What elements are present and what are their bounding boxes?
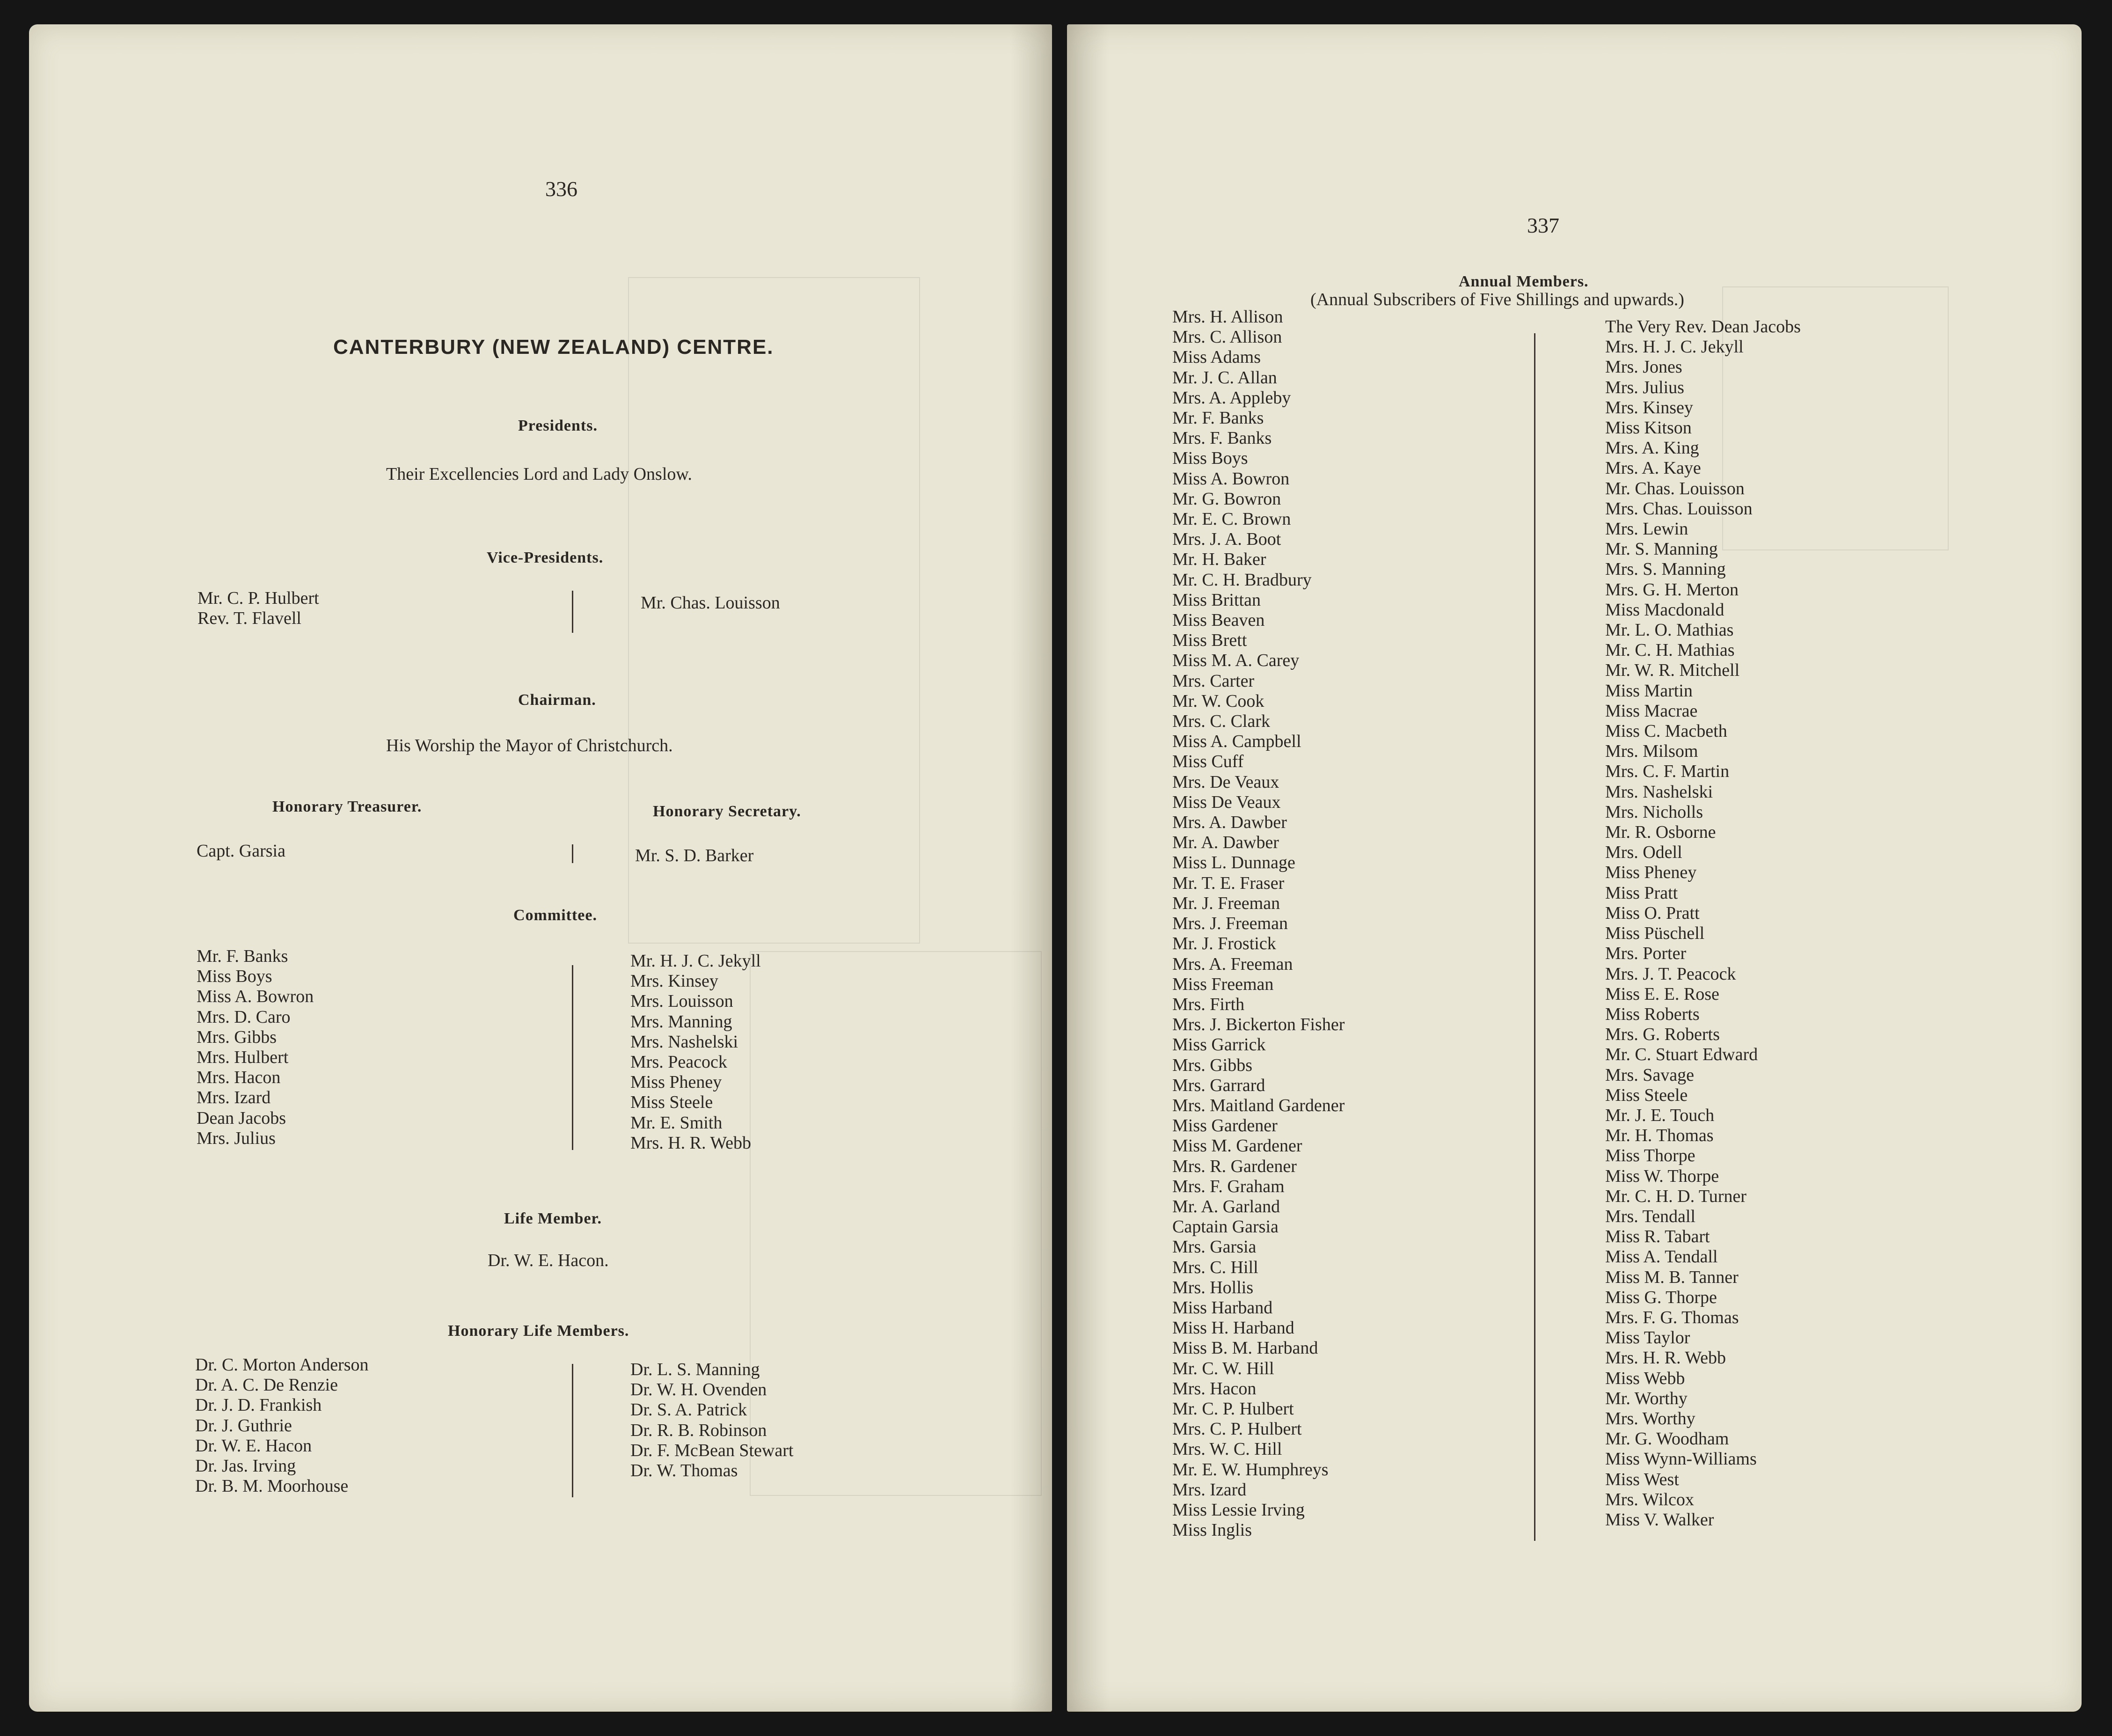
list-item: Mrs. Nashelski xyxy=(630,1032,738,1052)
member-list-item: Mrs. Tendall xyxy=(1605,1206,1695,1226)
member-list-item: Mrs. Garsia xyxy=(1172,1237,1257,1257)
member-list-item: Mrs. Jones xyxy=(1605,357,1682,377)
member-list-item: Miss Inglis xyxy=(1172,1520,1252,1540)
member-list-item: Mrs. Lewin xyxy=(1605,519,1688,539)
member-list-item: Miss Beaven xyxy=(1172,610,1265,630)
list-item: Mr. E. Smith xyxy=(630,1113,723,1133)
list-item: Dr. B. M. Moorhouse xyxy=(195,1476,349,1496)
list-item: Dr. R. B. Robinson xyxy=(630,1420,767,1440)
list-item: Dean Jacobs xyxy=(197,1108,286,1128)
member-list-item: Mrs. Hollis xyxy=(1172,1277,1254,1297)
member-list-item: Mrs. Maitland Gardener xyxy=(1172,1095,1345,1115)
list-item: Dr. J. D. Frankish xyxy=(195,1395,322,1415)
list-item: Dr. L. S. Manning xyxy=(630,1360,760,1379)
list-item: Mr. F. Banks xyxy=(197,946,288,966)
member-list-item: Miss Freeman xyxy=(1172,974,1274,994)
member-list-item: Mrs. H. Allison xyxy=(1172,307,1283,327)
member-list-item: Mrs. W. C. Hill xyxy=(1172,1439,1282,1459)
member-list-item: Miss C. Macbeth xyxy=(1605,721,1727,741)
member-list-item: Mr. H. Thomas xyxy=(1605,1126,1714,1146)
member-list-item: Miss Pheney xyxy=(1605,863,1697,883)
list-item: Dr. W. E. Hacon xyxy=(195,1436,312,1456)
secretary-name: Mr. S. D. Barker xyxy=(635,846,754,865)
member-list-item: Captain Garsia xyxy=(1172,1217,1279,1237)
member-list-item: Miss A. Tendall xyxy=(1605,1247,1718,1267)
member-list-item: Miss Brett xyxy=(1172,630,1247,651)
member-list-item: Mrs. S. Manning xyxy=(1605,559,1726,579)
member-list-item: Miss W. Thorpe xyxy=(1605,1166,1719,1186)
member-list-item: Mrs. Nicholls xyxy=(1605,802,1703,822)
member-list-item: Miss Gardener xyxy=(1172,1116,1278,1136)
chairman-heading: Chairman. xyxy=(518,691,596,709)
member-list-item: Mrs. Julius xyxy=(1605,377,1684,397)
list-item: Dr. C. Morton Anderson xyxy=(195,1355,369,1375)
member-list-item: Miss M. A. Carey xyxy=(1172,651,1300,671)
member-list-item: Mrs. C. P. Hulbert xyxy=(1172,1419,1302,1439)
member-list-item: Miss Püschell xyxy=(1605,923,1705,944)
member-list-item: Miss R. Tabart xyxy=(1605,1227,1710,1247)
member-list-item: Mrs. G. H. Merton xyxy=(1605,579,1739,600)
life-member-name: Dr. W. E. Hacon. xyxy=(488,1251,609,1270)
list-item: Mr. Chas. Louisson xyxy=(641,593,780,613)
member-list-item: Mrs. J. T. Peacock xyxy=(1605,964,1736,984)
member-list-item: Miss M. B. Tanner xyxy=(1605,1267,1739,1287)
column-divider xyxy=(572,965,573,1150)
member-list-item: The Very Rev. Dean Jacobs xyxy=(1605,317,1801,337)
member-list-item: Mr. A. Dawber xyxy=(1172,833,1279,853)
member-list-item: Mrs. J. Freeman xyxy=(1172,914,1288,934)
member-list-item: Miss Boys xyxy=(1172,448,1248,469)
member-list-item: Miss Martin xyxy=(1605,681,1693,701)
list-item: Dr. A. C. De Renzie xyxy=(195,1375,338,1395)
member-list-item: Mr. L. O. Mathias xyxy=(1605,620,1734,640)
member-list-item: Miss Harband xyxy=(1172,1297,1273,1318)
member-list-item: Mrs. Nashelski xyxy=(1605,782,1713,802)
annual-members-subheading: (Annual Subscribers of Five Shillings and upwards.) xyxy=(1310,290,1684,309)
list-item: Mrs. Kinsey xyxy=(630,971,718,991)
member-list-item: Mrs. A. Dawber xyxy=(1172,813,1287,833)
member-list-item: Mrs. Odell xyxy=(1605,842,1682,863)
member-list-item: Mrs. C. Allison xyxy=(1172,327,1282,347)
member-list-item: Mr. J. Freeman xyxy=(1172,893,1280,913)
column-divider xyxy=(572,1364,573,1497)
list-item: Dr. S. A. Patrick xyxy=(630,1400,747,1420)
member-list-item: Mr. W. R. Mitchell xyxy=(1605,660,1740,681)
member-list-item: Mr. S. Manning xyxy=(1605,539,1718,559)
member-list-item: Mr. Chas. Louisson xyxy=(1605,478,1745,498)
member-list-item: Mrs. A. Freeman xyxy=(1172,954,1293,974)
member-list-item: Mr. Worthy xyxy=(1605,1388,1688,1408)
list-item: Rev. T. Flavell xyxy=(197,608,301,629)
member-list-item: Miss Thorpe xyxy=(1605,1146,1695,1166)
member-list-item: Mr. C. H. Mathias xyxy=(1605,640,1735,660)
member-list-item: Miss Kitson xyxy=(1605,418,1692,438)
bleed-through-table xyxy=(750,951,1042,1496)
member-list-item: Mr. H. Baker xyxy=(1172,549,1266,570)
member-list-item: Miss A. Bowron xyxy=(1172,469,1290,489)
list-item: Dr. W. Thomas xyxy=(630,1461,738,1481)
member-list-item: Mr. A. Garland xyxy=(1172,1196,1280,1216)
member-list-item: Miss Pratt xyxy=(1605,883,1678,903)
member-list-item: Mrs. Kinsey xyxy=(1605,397,1693,418)
annual-members-column-1 xyxy=(1172,307,1345,1540)
presidents-text: Their Excellencies Lord and Lady Onslow. xyxy=(386,464,692,484)
member-list-item: Mrs. Firth xyxy=(1172,994,1245,1014)
member-list-item: Miss Roberts xyxy=(1605,1004,1700,1024)
member-list-item: Miss Macdonald xyxy=(1605,600,1725,620)
member-list-item: Mrs. Gibbs xyxy=(1172,1055,1253,1075)
member-list-item: Miss Macrae xyxy=(1605,701,1698,721)
list-item: Mrs. H. R. Webb xyxy=(630,1133,752,1153)
member-list-item: Miss West xyxy=(1605,1469,1679,1489)
member-list-item: Mr. C. H. Bradbury xyxy=(1172,570,1312,590)
member-list-item: Mrs. Carter xyxy=(1172,671,1255,691)
list-item: Mrs. Louisson xyxy=(630,991,733,1011)
list-item: Mrs. D. Caro xyxy=(197,1007,291,1027)
member-list-item: Miss L. Dunnage xyxy=(1172,853,1295,873)
member-list-item: Mr. E. C. Brown xyxy=(1172,509,1291,529)
member-list-item: Mrs. H. J. C. Jekyll xyxy=(1605,337,1744,357)
column-divider xyxy=(1534,333,1535,1541)
member-list-item: Mrs. Milsom xyxy=(1605,741,1698,762)
page-number: 337 xyxy=(1527,213,1559,237)
member-list-item: Miss H. Harband xyxy=(1172,1318,1294,1338)
member-list-item: Mrs. Chas. Louisson xyxy=(1605,498,1753,519)
member-list-item: Mr. J. C. Allan xyxy=(1172,367,1277,388)
honorary-life-members-heading: Honorary Life Members. xyxy=(448,1322,629,1340)
list-item: Miss Pheney xyxy=(630,1072,722,1092)
member-list-item: Mrs. Garrard xyxy=(1172,1075,1265,1095)
list-item: Mr. H. J. C. Jekyll xyxy=(630,951,761,971)
member-list-item: Mrs. Porter xyxy=(1605,944,1687,964)
member-list-item: Mrs. G. Roberts xyxy=(1605,1025,1720,1045)
honorary-life-right-list xyxy=(630,1360,793,1481)
member-list-item: Mr. C. P. Hulbert xyxy=(1172,1399,1294,1419)
member-list-item: Mrs. A. King xyxy=(1605,438,1699,458)
member-list-item: Mrs. Worthy xyxy=(1605,1408,1695,1428)
column-divider xyxy=(572,591,573,633)
member-list-item: Miss Steele xyxy=(1605,1085,1688,1105)
member-list-item: Miss B. M. Harband xyxy=(1172,1338,1318,1358)
treasurer-name: Capt. Garsia xyxy=(197,841,285,861)
member-list-item: Mr. W. Cook xyxy=(1172,691,1264,711)
vice-presidents-left-list xyxy=(197,588,319,629)
committee-heading: Committee. xyxy=(513,907,597,924)
member-list-item: Miss Webb xyxy=(1605,1368,1685,1388)
member-list-item: Mrs. H. R. Webb xyxy=(1605,1348,1726,1368)
member-list-item: Miss Cuff xyxy=(1172,752,1244,772)
treasurer-heading: Honorary Treasurer. xyxy=(272,798,422,815)
member-list-item: Miss O. Pratt xyxy=(1605,903,1700,923)
left-page xyxy=(29,24,1052,1712)
list-item: Miss Boys xyxy=(197,967,272,987)
secretary-heading: Honorary Secretary. xyxy=(653,803,801,820)
list-item: Mr. C. P. Hulbert xyxy=(197,588,319,608)
member-list-item: Miss Lessie Irving xyxy=(1172,1500,1305,1520)
member-list-item: Miss G. Thorpe xyxy=(1605,1287,1717,1307)
spine-shadow xyxy=(1067,24,1109,1712)
life-member-heading: Life Member. xyxy=(504,1210,602,1227)
member-list-item: Mr. E. W. Humphreys xyxy=(1172,1459,1329,1480)
member-list-item: Mrs. A. Appleby xyxy=(1172,388,1291,408)
list-item: Miss A. Bowron xyxy=(197,987,314,1007)
member-list-item: Miss V. Walker xyxy=(1605,1509,1714,1530)
member-list-item: Mrs. F. Banks xyxy=(1172,428,1272,448)
list-item: Mrs. Peacock xyxy=(630,1052,727,1072)
committee-right-list xyxy=(630,951,761,1153)
list-item: Mrs. Manning xyxy=(630,1011,732,1032)
member-list-item: Mrs. Wilcox xyxy=(1605,1489,1694,1509)
member-list-item: Mr. J. E. Touch xyxy=(1605,1105,1715,1125)
member-list-item: Mr. J. Frostick xyxy=(1172,934,1276,954)
member-list-item: Miss A. Campbell xyxy=(1172,732,1301,752)
list-item: Mrs. Gibbs xyxy=(197,1027,277,1047)
list-item: Dr. J. Guthrie xyxy=(195,1415,292,1436)
member-list-item: Mrs. J. A. Boot xyxy=(1172,529,1281,549)
member-list-item: Mrs. C. Clark xyxy=(1172,711,1270,732)
presidents-heading: Presidents. xyxy=(518,417,598,434)
chairman-text: His Worship the Mayor of Christchurch. xyxy=(386,736,673,755)
member-list-item: Mrs. Savage xyxy=(1605,1065,1694,1085)
annual-members-column-2 xyxy=(1605,317,1801,1530)
vice-presidents-heading: Vice-Presidents. xyxy=(487,549,604,566)
member-list-item: Mr. G. Woodham xyxy=(1605,1429,1729,1449)
list-item: Mrs. Julius xyxy=(197,1128,276,1148)
list-item: Miss Steele xyxy=(630,1092,713,1113)
member-list-item: Mr. G. Bowron xyxy=(1172,489,1281,509)
honorary-life-left-list xyxy=(195,1355,369,1496)
member-list-item: Mrs. Hacon xyxy=(1172,1378,1257,1399)
member-list-item: Mrs. C. F. Martin xyxy=(1605,762,1730,782)
member-list-item: Mr. C. Stuart Edward xyxy=(1605,1045,1758,1065)
list-item: Dr. F. McBean Stewart xyxy=(630,1440,794,1460)
member-list-item: Miss Garrick xyxy=(1172,1035,1266,1055)
member-list-item: Mrs. C. Hill xyxy=(1172,1257,1258,1277)
list-item: Dr. Jas. Irving xyxy=(195,1456,296,1476)
member-list-item: Mrs. F. G. Thomas xyxy=(1605,1307,1739,1327)
member-list-item: Mr. R. Osborne xyxy=(1605,822,1716,842)
list-item: Dr. W. H. Ovenden xyxy=(630,1380,767,1400)
member-list-item: Mrs. A. Kaye xyxy=(1605,458,1701,478)
member-list-item: Mrs. F. Graham xyxy=(1172,1176,1285,1196)
member-list-item: Miss De Veaux xyxy=(1172,792,1281,812)
page-title: CANTERBURY (NEW ZEALAND) CENTRE. xyxy=(333,336,774,359)
member-list-item: Miss Brittan xyxy=(1172,590,1261,610)
column-divider xyxy=(572,844,573,863)
member-list-item: Miss Taylor xyxy=(1605,1328,1690,1348)
list-item: Mrs. Izard xyxy=(197,1088,271,1108)
member-list-item: Miss Adams xyxy=(1172,347,1261,367)
right-page xyxy=(1067,24,2082,1712)
list-item: Mrs. Hacon xyxy=(197,1068,281,1088)
member-list-item: Mrs. Izard xyxy=(1172,1480,1247,1500)
annual-members-heading: Annual Members. xyxy=(1459,273,1589,290)
member-list-item: Mrs. De Veaux xyxy=(1172,772,1279,792)
member-list-item: Mr. F. Banks xyxy=(1172,408,1264,428)
member-list-item: Miss M. Gardener xyxy=(1172,1136,1302,1156)
member-list-item: Mr. C. H. D. Turner xyxy=(1605,1186,1747,1206)
member-list-item: Mr. C. W. Hill xyxy=(1172,1358,1274,1378)
member-list-item: Mr. T. E. Fraser xyxy=(1172,873,1285,893)
member-list-item: Miss E. E. Rose xyxy=(1605,984,1719,1004)
committee-left-list xyxy=(197,946,314,1149)
member-list-item: Mrs. J. Bickerton Fisher xyxy=(1172,1015,1345,1035)
page-number: 336 xyxy=(545,177,577,201)
member-list-item: Mrs. R. Gardener xyxy=(1172,1156,1297,1176)
member-list-item: Miss Wynn-Williams xyxy=(1605,1449,1757,1469)
list-item: Mrs. Hulbert xyxy=(197,1047,289,1068)
